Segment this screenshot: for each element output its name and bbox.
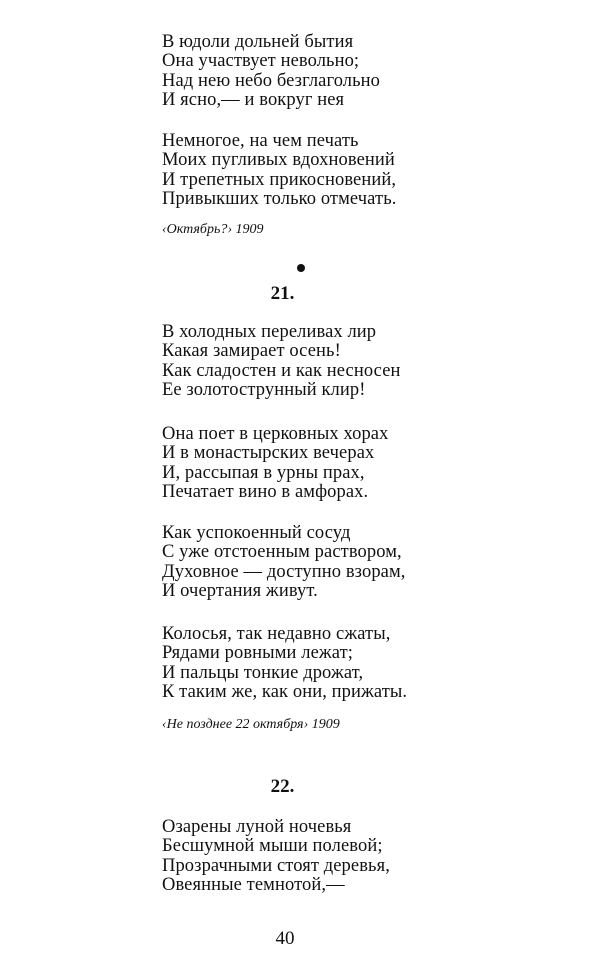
poem-line: Духовное — доступно взорам, — [162, 561, 406, 582]
poem-21-date — [162, 717, 340, 733]
poem-line: И ясно,— и вокруг нея — [162, 90, 345, 111]
poem-20-date — [162, 222, 264, 238]
poem-line: Какая замирает осень! — [162, 341, 341, 362]
poem-line: И трепетных прикосновений, — [162, 169, 397, 190]
ink-dot-mark — [297, 264, 305, 272]
poem-22-number: 22. — [270, 776, 295, 797]
poem-line: Ее золотострунный клир! — [162, 380, 366, 401]
poem-line: С уже отстоенным раствором, — [162, 542, 402, 563]
poem-line: Моих пугливых вдохновений — [162, 150, 395, 171]
poem-20-stanza-4 — [162, 132, 582, 210]
poem-line: Озарены луной ночевья — [162, 817, 352, 837]
poem-line: Она поет в церковных хорах — [162, 424, 389, 444]
poem-line: Она участвует невольно; — [162, 51, 360, 72]
page-number: 40 — [275, 928, 295, 949]
poem-line: И пальцы тонкие дрожат, — [162, 662, 364, 683]
poem-21-number: 21. — [270, 283, 295, 304]
poem-21-stanza-2 — [162, 425, 582, 503]
poem-20-stanza-3 — [162, 33, 582, 111]
poem-line: К таким же, как они, прижаты. — [162, 682, 408, 703]
poem-line: Как успокоенный сосуд — [162, 523, 351, 543]
poem-line: Как сладостен и как несносен — [162, 360, 401, 381]
poem-21-stanza-1 — [162, 323, 582, 401]
poem-line: И, рассыпая в урны прах, — [162, 462, 365, 483]
poem-line: Немногое, на чем печать — [162, 131, 359, 151]
date-text: ‹Октябрь?› — [162, 222, 232, 237]
date-year: 1909 — [235, 222, 264, 237]
poem-line: В холодных переливах лир — [162, 322, 377, 342]
poem-21-stanza-4 — [162, 625, 582, 703]
poem-line: Колосья, так недавно сжаты, — [162, 624, 391, 644]
poem-line: Печатает вино в амфорах. — [162, 482, 369, 503]
poem-22-stanza-1 — [162, 818, 582, 896]
poem-line: Овеянные темнотой,— — [162, 875, 345, 896]
poem-line: Привыкших только отмечать. — [162, 189, 397, 210]
poem-line: Над нею небо безглагольно — [162, 70, 381, 91]
poem-21-stanza-3 — [162, 524, 582, 602]
poem-line: И в монастырских вечерах — [162, 443, 375, 464]
date-year: 1909 — [311, 717, 340, 732]
poem-line: Рядами ровными лежат; — [162, 643, 354, 664]
poem-line: В юдоли дольней бытия — [162, 32, 354, 52]
poem-line: И очертания живут. — [162, 581, 318, 602]
poem-line: Бесшумной мыши полевой; — [162, 836, 383, 857]
poem-line: Прозрачными стоят деревья, — [162, 855, 390, 876]
date-text: ‹Не позднее 22 октября› — [162, 717, 309, 732]
